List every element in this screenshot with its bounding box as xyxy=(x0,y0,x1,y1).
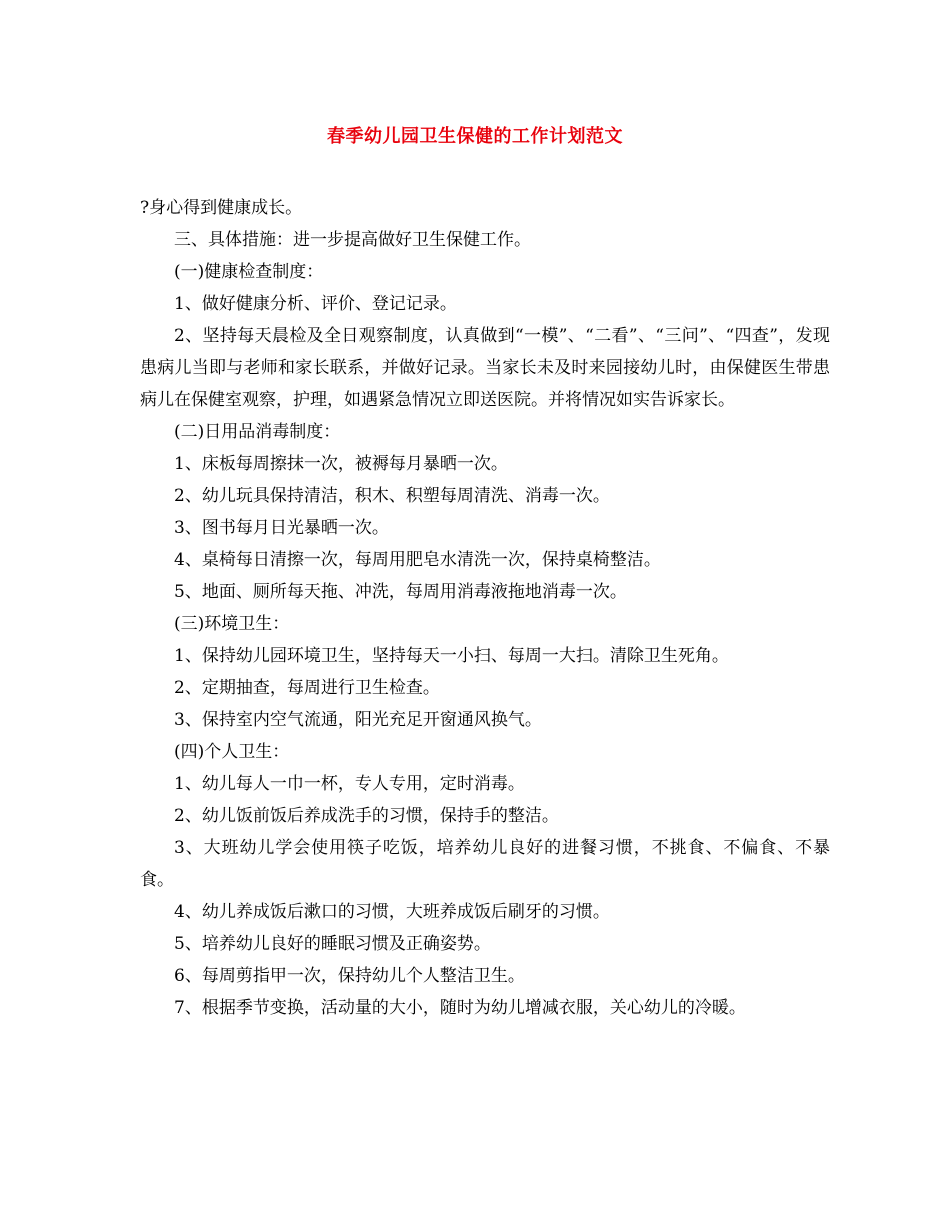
document-title: 春季幼儿园卫生保健的工作计划范文 xyxy=(327,126,623,147)
paragraph: 6、每周剪指甲一次，保持幼儿个人整洁卫生。 xyxy=(174,966,525,986)
paragraph: 三、具体措施：进一步提高做好卫生保健工作。 xyxy=(174,230,531,250)
paragraph: 1、保持幼儿园环境卫生，坚持每天一小扫、每周一大扫。清除卫生死角。 xyxy=(174,646,729,666)
paragraph: 3、图书每月日光暴晒一次。 xyxy=(174,518,389,538)
paragraph: 4、幼儿养成饭后漱口的习惯，大班养成饭后刷牙的习惯。 xyxy=(174,902,610,922)
paragraph: 7、根据季节变换，活动量的大小，随时为幼儿增减衣服，关心幼儿的冷暖。 xyxy=(174,998,746,1018)
paragraph: 5、地面、厕所每天拖、冲洗，每周用消毒液拖地消毒一次。 xyxy=(174,582,627,602)
paragraph: 1、做好健康分析、评价、登记记录。 xyxy=(174,294,457,314)
paragraph: 4、桌椅每日清擦一次，每周用肥皂水清洗一次，保持桌椅整洁。 xyxy=(174,550,661,570)
paragraph: (二)日用品消毒制度： xyxy=(174,422,341,442)
paragraph: 2、幼儿玩具保持清洁，积木、积塑每周清洗、消毒一次。 xyxy=(174,486,610,506)
paragraph: (四)个人卫生： xyxy=(174,742,290,762)
paragraph: 2、坚持每天晨检及全日观察制度，认真做到“一模”、“二看”、“三问”、“四查”，发现患病儿当即与老师和家长联系，并做好记录。当家长未及时来园接幼儿时，由保健医生带患病儿在保健室观察，护理，如遇紧急情况立即送医院。并将情况如实告诉家长。 xyxy=(140,326,830,410)
paragraph: 2、幼儿饭前饭后养成洗手的习惯，保持手的整洁。 xyxy=(174,806,559,826)
paragraph: 2、定期抽查，每周进行卫生检查。 xyxy=(174,678,440,698)
paragraph: 5、培养幼儿良好的睡眠习惯及正确姿势。 xyxy=(174,934,491,954)
paragraph: 3、大班幼儿学会使用筷子吃饭，培养幼儿良好的进餐习惯，不挑食、不偏食、不暴食。 xyxy=(140,838,830,890)
paragraph: (三)环境卫生： xyxy=(174,614,290,634)
paragraph: (一)健康检查制度： xyxy=(174,262,324,282)
paragraph: 3、保持室内空气流通，阳光充足开窗通风换气。 xyxy=(174,710,542,730)
paragraph: ?身心得到健康成长。 xyxy=(140,198,303,218)
paragraph: 1、幼儿每人一巾一杯，专人专用，定时消毒。 xyxy=(174,774,525,794)
paragraph: 1、床板每周擦抹一次，被褥每月暴晒一次。 xyxy=(174,454,508,474)
document-body xyxy=(140,192,830,1024)
